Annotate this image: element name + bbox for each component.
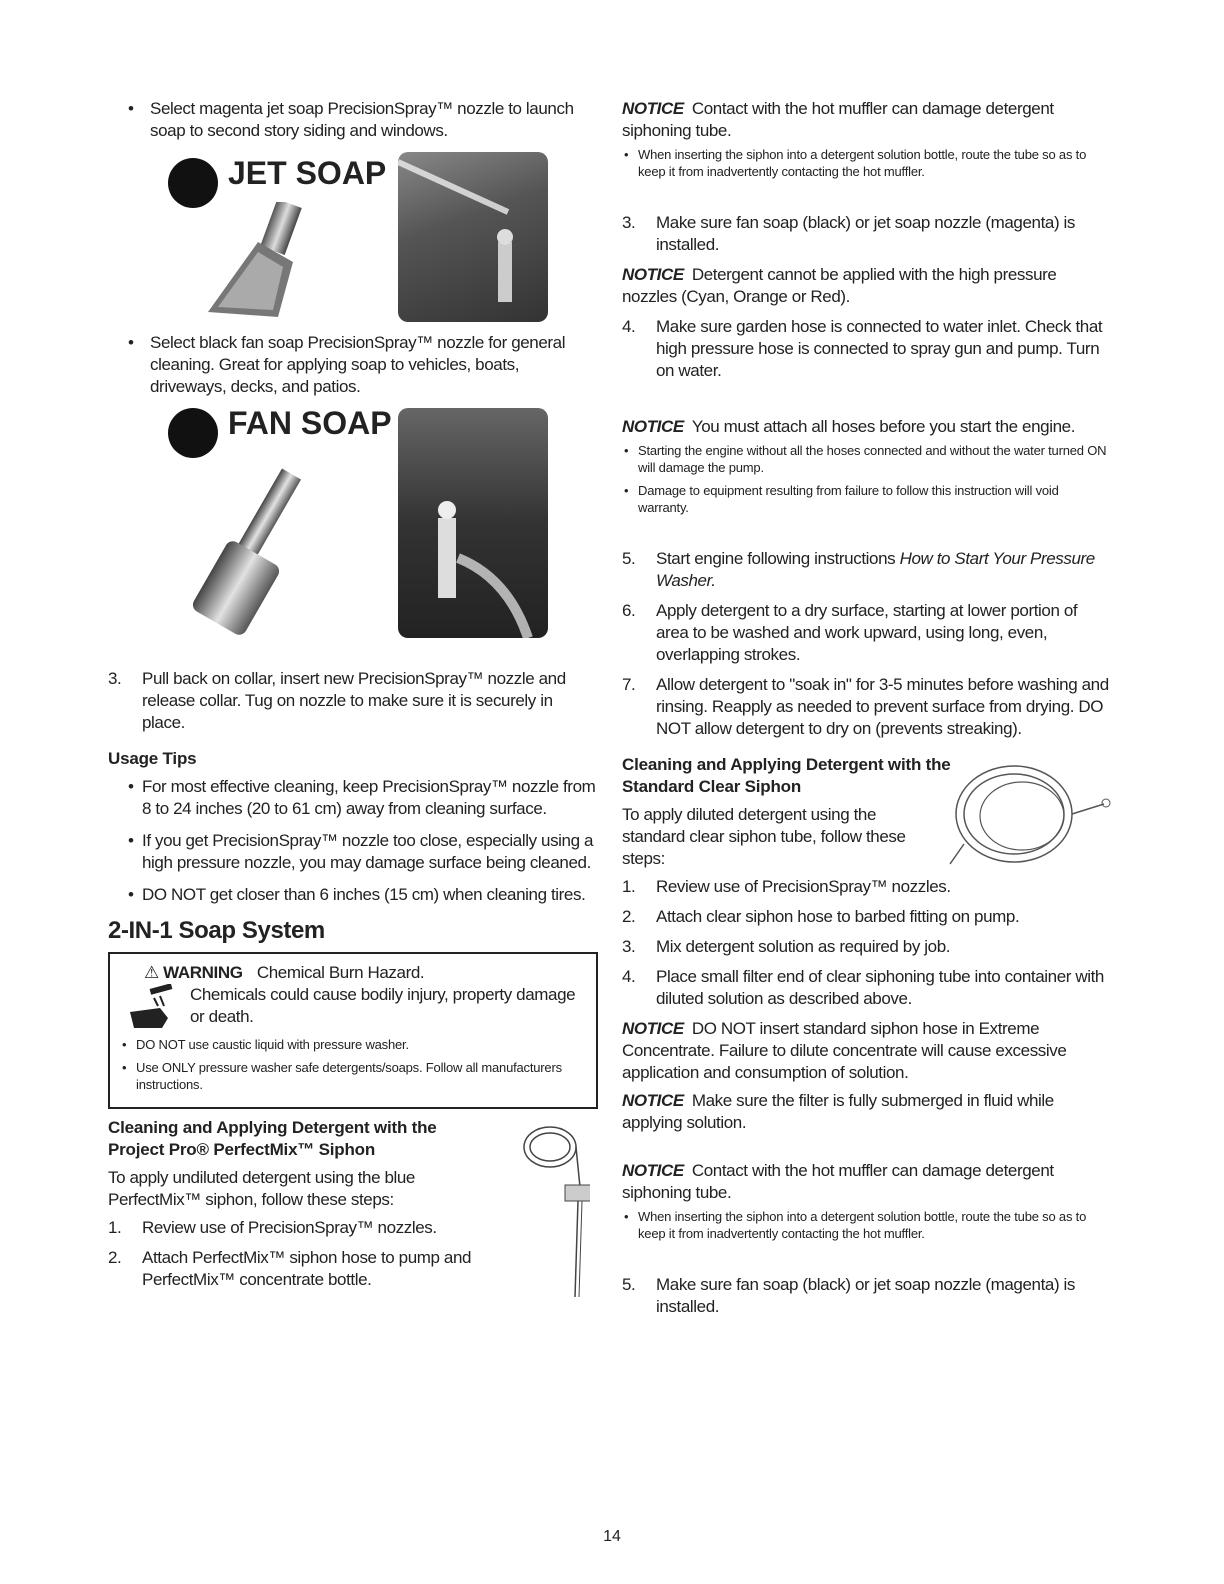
step-text: Start engine following instructions [656, 549, 900, 568]
step-text: Allow detergent to "soak in" for 3-5 minutes before washing and rinsing. Reapply as needed to prevent surface from drying. DO NOT allow detergent to dry on (prevents streaking). [656, 675, 1109, 738]
fan-soap-photo [398, 408, 548, 638]
step-number: 1. [108, 1218, 122, 1237]
final-step-soap-nozzle [622, 1274, 1112, 1318]
perfectmix-siphon-icon [480, 1117, 590, 1307]
usage-tip: • If you get PrecisionSpray™ nozzle too close, especially using a high pressure nozzle, you may damage surface being cleaned. [108, 830, 598, 874]
fan-soap-badge-icon [168, 408, 218, 458]
step-number: 1. [622, 877, 636, 896]
step-number: 2. [622, 907, 636, 926]
warning-hazard: Chemical Burn Hazard. [256, 963, 425, 982]
step-text: Place small filter end of clear siphoning tube into container with diluted solution as described above. [656, 967, 1104, 1008]
jet-soap-bullet: • Select magenta jet soap PrecisionSpray™ nozzle to launch soap to second story siding and windows. [108, 98, 598, 142]
right-column [622, 98, 1112, 1326]
clear-step [622, 906, 1112, 928]
clear-siphon-heading: Cleaning and Applying Detergent with the Standard Clear Siphon [622, 755, 951, 796]
step-text: Make sure garden hose is connected to water inlet. Check that high pressure hose is connected to spray gun and pump. Turn on water. [656, 317, 1103, 380]
notice-label: NOTICE [622, 1091, 684, 1110]
usage-tip: • DO NOT get closer than 6 inches (15 cm) when cleaning tires. [108, 884, 598, 906]
clear-siphon-section [622, 754, 1112, 1010]
step-number: 3. [622, 937, 636, 956]
step-number: 4. [622, 967, 636, 986]
step-7-soak [622, 674, 1112, 740]
step-3-insert-nozzle [108, 668, 598, 734]
notice-filter-submerged [622, 1090, 1112, 1134]
notice-muffler [622, 98, 1112, 142]
step-text: Attach PerfectMix™ siphon hose to pump and PerfectMix™ concentrate bottle. [142, 1248, 472, 1289]
perfectmix-section [108, 1117, 598, 1291]
step-number: 7. [622, 675, 636, 694]
fan-soap-bullet: • Select black fan soap PrecisionSpray™ nozzle for general cleaning. Great for applying soap to vehicles, boats, driveways, decks, and patios. [108, 332, 598, 398]
notice-label: NOTICE [622, 265, 684, 284]
fan-soap-figure [138, 405, 598, 658]
clear-siphon-hose-icon [944, 754, 1114, 874]
clear-step [622, 966, 1112, 1010]
usage-tip: • For most effective cleaning, keep PrecisionSpray™ nozzle from 8 to 24 inches (20 to 61 cm) away from cleaning surface. [108, 776, 598, 820]
fan-soap-title: FAN SOAP [228, 405, 392, 441]
warning-box [108, 952, 598, 1109]
left-column [108, 98, 598, 1299]
step-4-hose [622, 316, 1112, 382]
step-number: 2. [108, 1248, 122, 1267]
page-number: 14 [603, 1528, 621, 1545]
notice-high-pressure [622, 264, 1112, 308]
step-number: 6. [622, 601, 636, 620]
step-number: 5. [622, 1275, 636, 1294]
notice-label: NOTICE [622, 1161, 684, 1180]
notice-label: NOTICE [622, 1019, 684, 1038]
notice-extreme-concentrate [622, 1018, 1112, 1084]
fan-nozzle-icon [188, 468, 338, 648]
warning-text: Chemicals could cause bodily injury, property damage or death. [190, 985, 576, 1026]
step-number: 4. [622, 317, 636, 336]
step-reference: How to Start Your Pressure Washer. [656, 549, 1095, 590]
notice-text: Contact with the hot muffler can damage detergent siphoning tube. [622, 99, 1054, 140]
jet-soap-title: JET SOAP [228, 155, 387, 191]
step-5-start-engine [622, 548, 1112, 592]
notice-text: Make sure the filter is fully submerged in fluid while applying solution. [622, 1091, 1054, 1132]
notice-muffler-2 [622, 1160, 1112, 1204]
clear-siphon-intro: To apply diluted detergent using the standard clear siphon tube, follow these steps: [622, 805, 906, 868]
notice-attach-hoses [622, 416, 1112, 438]
usage-tips-heading: Usage Tips [108, 749, 197, 768]
notice-text: DO NOT insert standard siphon hose in Extreme Concentrate. Failure to dilute concentrate will cause excessive application and consumption of solution. [622, 1019, 1067, 1082]
jet-nozzle-icon [188, 202, 338, 322]
jet-soap-photo [398, 152, 548, 322]
jet-soap-figure [138, 152, 598, 322]
perfectmix-step [108, 1247, 482, 1291]
step-3-soap-nozzle [622, 212, 1112, 256]
step-text: Make sure fan soap (black) or jet soap nozzle (magenta) is installed. [656, 213, 1076, 254]
notice-text: You must attach all hoses before you start the engine. [691, 417, 1076, 436]
perfectmix-intro: To apply undiluted detergent using the blue PerfectMix™ siphon, follow these steps: [108, 1168, 415, 1209]
notice-bullet: • When inserting the siphon into a detergent solution bottle, route the tube so as to keep it from inadvertently contacting the hot muffler. [622, 146, 1112, 180]
warning-label: WARNING [163, 963, 243, 982]
notice-text: Contact with the hot muffler can damage detergent siphoning tube. [622, 1161, 1054, 1202]
soap-system-heading: 2-IN-1 Soap System [108, 917, 325, 944]
clear-step [622, 876, 1112, 898]
warning-bullet: • DO NOT use caustic liquid with pressure washer. [120, 1036, 586, 1053]
warning-bullet: • Use ONLY pressure washer safe detergents/soaps. Follow all manufacturers instructions. [120, 1059, 586, 1093]
notice-bullet: • When inserting the siphon into a detergent solution bottle, route the tube so as to keep it from inadvertently contacting the hot muffler. [622, 1208, 1112, 1242]
step-text: Apply detergent to a dry surface, starting at lower portion of area to be washed and work upward, using long, even, overlapping strokes. [656, 601, 1078, 664]
notice-text: Detergent cannot be applied with the high pressure nozzles (Cyan, Orange or Red). [622, 265, 1057, 306]
clear-step [622, 936, 1112, 958]
step-text: Make sure fan soap (black) or jet soap nozzle (magenta) is installed. [656, 1275, 1076, 1316]
jet-soap-badge-icon [168, 158, 218, 208]
step-number: 5. [622, 549, 636, 568]
notice-label: NOTICE [622, 417, 684, 436]
step-number: 3. [622, 213, 636, 232]
step-text: Review use of PrecisionSpray™ nozzles. [142, 1218, 437, 1237]
perfectmix-step [108, 1217, 482, 1239]
notice-label: NOTICE [622, 99, 684, 118]
warning-triangle-icon: ⚠ [144, 963, 159, 982]
step-text: Pull back on collar, insert new PrecisionSpray™ nozzle and release collar. Tug on nozzle to make sure it is securely in place. [142, 669, 566, 732]
perfectmix-heading: Cleaning and Applying Detergent with the Project Pro® PerfectMix™ Siphon [108, 1118, 437, 1159]
step-text: Mix detergent solution as required by job. [656, 937, 951, 956]
step-text: Attach clear siphon hose to barbed fitting on pump. [656, 907, 1020, 926]
chemical-burn-icon [120, 984, 190, 1036]
step-number: 3. [108, 669, 122, 688]
step-text: Review use of PrecisionSpray™ nozzles. [656, 877, 951, 896]
step-6-apply [622, 600, 1112, 666]
notice-bullet: • Damage to equipment resulting from failure to follow this instruction will void warranty. [622, 482, 1112, 516]
notice-bullet: • Starting the engine without all the hoses connected and without the water turned ON will damage the pump. [622, 442, 1112, 476]
